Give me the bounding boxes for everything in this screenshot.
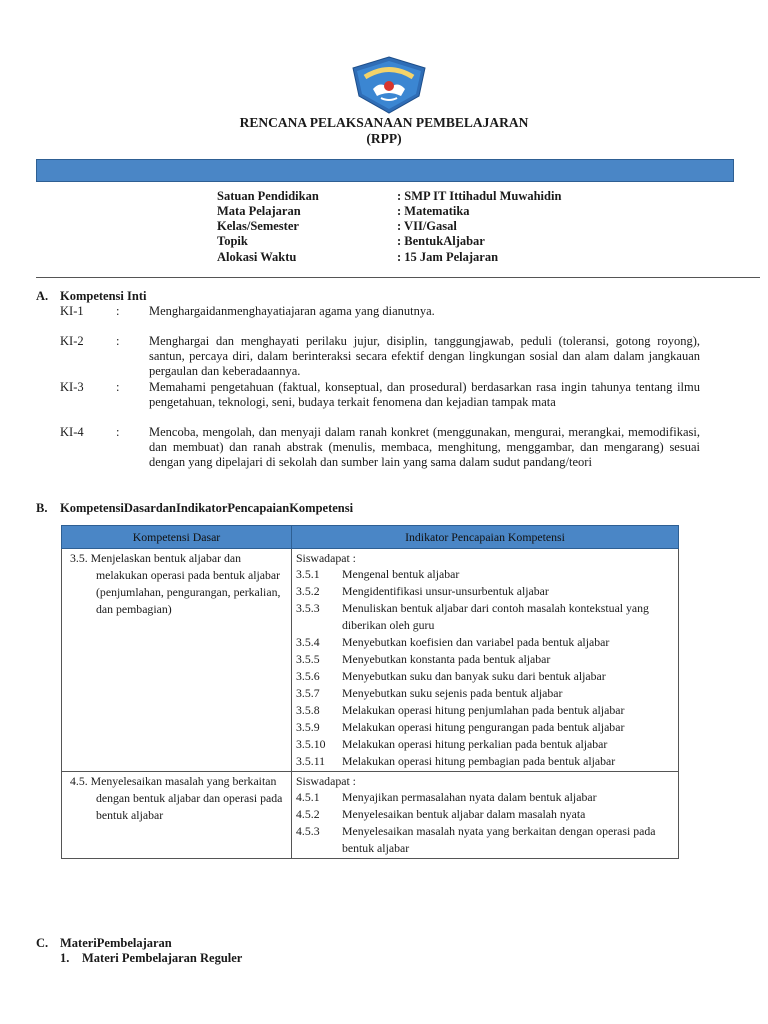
subsection-number: 1.	[60, 951, 70, 965]
document-title: RENCANA PELAKSANAAN PEMBELAJARAN	[239, 115, 529, 130]
section-number: A.	[36, 289, 49, 303]
ki-text: Mencoba, mengolah, dan menyaji dalam ranah konkret (menggunakan, mengurai, merangkai, memodifikasi, dan membuat) dan ranah abstrak (menulis, membaca, menghitung, menggambar, dan mengarang) sesuai dengan yang dipelajari di sekolah dan sumber lain yang sama dalam sudut pandang/teori	[149, 425, 700, 469]
indicator-number: 3.5.5	[296, 652, 320, 666]
ki-colon: :	[116, 304, 120, 318]
indicator-text: Melakukan operasi hitung penjumlahan pada bentuk aljabar	[342, 703, 625, 717]
indicator-number: 3.5.9	[296, 720, 320, 734]
section-title: KompetensiDasardanIndikatorPencapaianKompetensi	[60, 501, 354, 515]
ki-code: KI-2	[60, 334, 84, 348]
ki-code: KI-1	[60, 304, 84, 318]
kd-text: 3.5. Menjelaskan bentuk aljabar dan melakukan operasi pada bentuk aljabar (penjumlahan, pengurangan, perkalian, dan pembagian)	[70, 551, 281, 616]
indicator-item	[296, 668, 674, 685]
indicator-item	[296, 651, 674, 668]
indicator-number: 3.5.1	[296, 567, 320, 581]
identity-label: Mata Pelajaran	[217, 204, 301, 218]
ipk-cell	[292, 549, 679, 772]
indicator-text: Mengidentifikasi unsur-unsurbentuk aljabar	[342, 584, 549, 598]
identity-value: : SMP IT Ittihadul Muwahidin	[397, 189, 562, 203]
indicator-text: Menyebutkan konstanta pada bentuk aljabar	[342, 652, 551, 666]
indicator-text: Menyelesaikan masalah nyata yang berkaitan dengan operasi pada bentuk aljabar	[342, 824, 656, 855]
indicator-item	[296, 719, 674, 736]
indicator-text: Menyelesaikan bentuk aljabar dalam masalah nyata	[342, 807, 586, 821]
kd-cell	[62, 772, 292, 859]
indicator-number: 3.5.8	[296, 703, 320, 717]
competency-table	[61, 525, 679, 859]
indicator-text: Melakukan operasi hitung perkalian pada bentuk aljabar	[342, 737, 608, 751]
section-b-heading	[36, 501, 353, 516]
section-title: Kompetensi Inti	[60, 289, 147, 303]
identity-value: : 15 Jam Pelajaran	[397, 250, 499, 264]
indicator-item	[296, 736, 674, 753]
ki-text: Menghargai dan menghayati perilaku jujur, disiplin, tanggungjawab, peduli (toleransi, gotong royong), santun, percaya diri, dalam berinteraksi secara efektif dengan lingkungan sosial dan alam dalam jangkauan pergaulan dan keberadaannya.	[149, 334, 700, 378]
section-number: C.	[36, 936, 49, 950]
table-header-row	[62, 526, 679, 549]
ipk-intro: Siswadapat :	[296, 551, 356, 565]
indicator-item	[296, 806, 674, 823]
indicator-text: Menuliskan bentuk aljabar dari contoh masalah kontekstual yang diberikan oleh guru	[342, 601, 649, 632]
ipk-cell	[292, 772, 679, 859]
section-c-subheading	[60, 951, 242, 966]
ki-colon: :	[116, 425, 120, 439]
indicator-number: 3.5.7	[296, 686, 320, 700]
indicator-number: 4.5.1	[296, 790, 320, 804]
document-subtitle: (RPP)	[366, 131, 402, 146]
ki-code: KI-4	[60, 425, 84, 439]
column-header: Kompetensi Dasar	[62, 526, 292, 549]
indicator-text: Mengenal bentuk aljabar	[342, 567, 460, 581]
tut-wuri-handayani-logo	[351, 56, 427, 114]
indicator-text: Menyebutkan suku dan banyak suku dari bentuk aljabar	[342, 669, 606, 683]
identity-value: : Matematika	[397, 204, 470, 218]
indicator-number: 3.5.2	[296, 584, 320, 598]
indicator-number: 3.5.6	[296, 669, 320, 683]
header-bar	[36, 159, 734, 182]
indicator-item	[296, 634, 674, 651]
indicator-text: Menyebutkan suku sejenis pada bentuk aljabar	[342, 686, 563, 700]
ki-colon: :	[116, 380, 120, 394]
section-a-heading	[36, 289, 146, 304]
ki-text: Memahami pengetahuan (faktual, konseptual, dan prosedural) berdasarkan rasa ingin tahunya tentang ilmu pengetahuan, teknologi, seni, budaya terkait fenomena dan kejadian tampak mata	[149, 380, 700, 409]
indicator-text: Melakukan operasi hitung pembagian pada bentuk aljabar	[342, 754, 616, 768]
indicator-item	[296, 753, 674, 770]
indicator-item	[296, 823, 674, 857]
ki-text: Menghargaidanmenghayatiajaran agama yang dianutnya.	[149, 304, 435, 318]
indicator-text: Menyebutkan koefisien dan variabel pada bentuk aljabar	[342, 635, 610, 649]
indicator-item	[296, 685, 674, 702]
section-title: MateriPembelajaran	[60, 936, 172, 950]
indicator-text: Menyajikan permasalahan nyata dalam bentuk aljabar	[342, 790, 597, 804]
identity-label: Satuan Pendidikan	[217, 189, 319, 203]
indicator-number: 3.5.4	[296, 635, 320, 649]
subsection-title: Materi Pembelajaran Reguler	[82, 951, 243, 965]
divider	[36, 277, 760, 278]
indicator-item	[296, 566, 674, 583]
table-row	[62, 772, 679, 859]
column-header: Indikator Pencapaian Kompetensi	[292, 526, 679, 549]
indicator-item	[296, 702, 674, 719]
ki-colon: :	[116, 334, 120, 348]
indicator-number: 4.5.2	[296, 807, 320, 821]
identity-label: Kelas/Semester	[217, 219, 299, 233]
table-row	[62, 549, 679, 772]
kd-text: 4.5. Menyelesaikan masalah yang berkaitan dengan bentuk aljabar dan operasi pada bentuk aljabar	[70, 774, 283, 822]
indicator-number: 3.5.11	[296, 754, 326, 768]
identity-value: : VII/Gasal	[397, 219, 457, 233]
ipk-intro: Siswadapat :	[296, 774, 356, 788]
ki-code: KI-3	[60, 380, 84, 394]
section-number: B.	[36, 501, 48, 515]
identity-label: Alokasi Waktu	[217, 250, 297, 264]
identity-value: : BentukAljabar	[397, 234, 485, 248]
section-c-heading	[36, 936, 172, 951]
indicator-number: 3.5.10	[296, 737, 326, 751]
identity-label: Topik	[217, 234, 248, 248]
kd-cell	[62, 549, 292, 772]
indicator-item	[296, 600, 674, 634]
indicator-number: 4.5.3	[296, 824, 320, 838]
indicator-item	[296, 583, 674, 600]
indicator-text: Melakukan operasi hitung pengurangan pada bentuk aljabar	[342, 720, 625, 734]
indicator-item	[296, 789, 674, 806]
indicator-number: 3.5.3	[296, 601, 320, 615]
